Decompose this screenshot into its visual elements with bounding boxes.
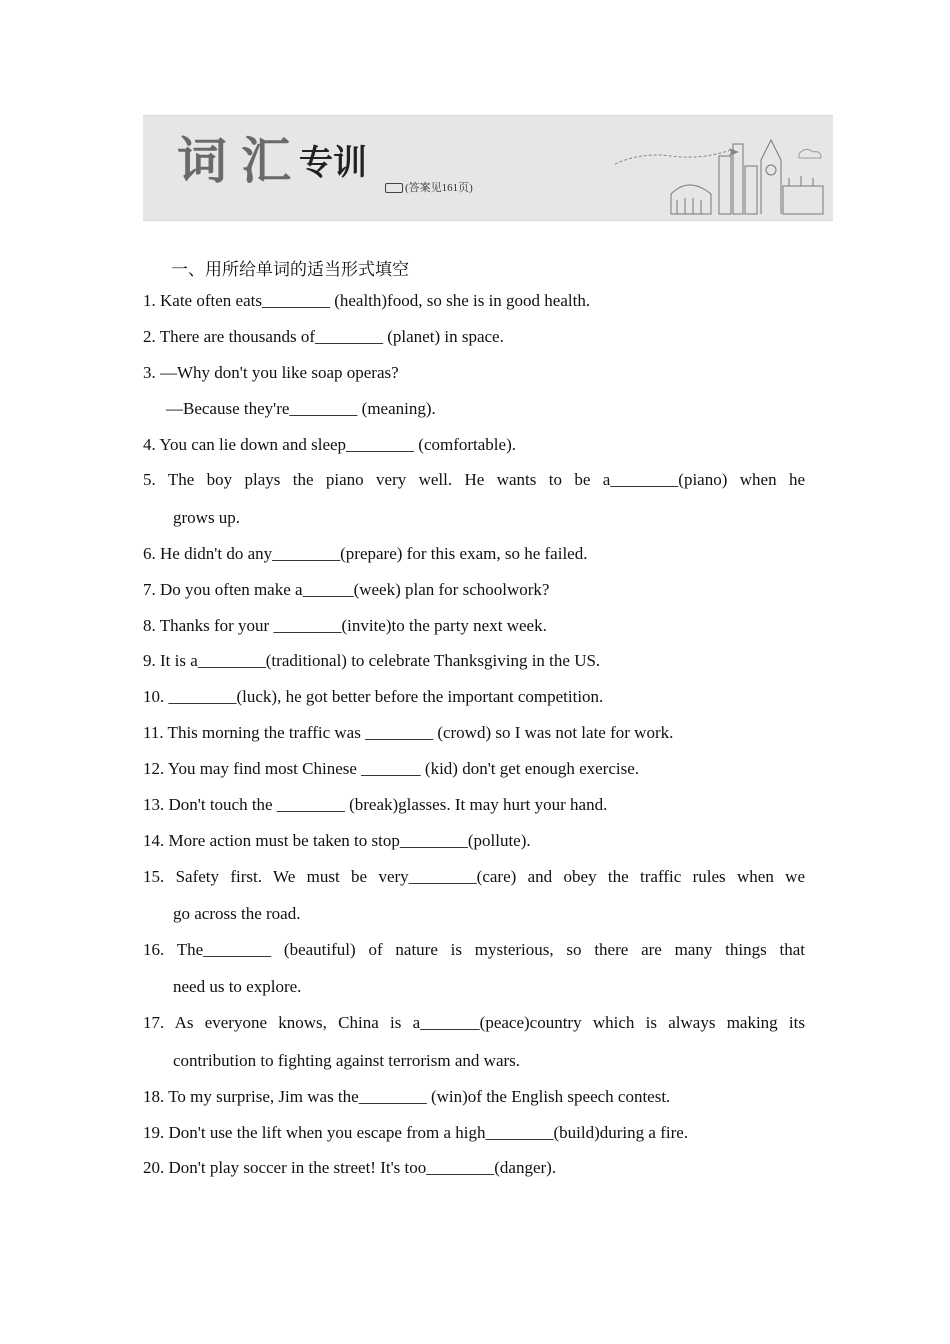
exercise-item: 5. The boy plays the piano very well. He wants to be a________(piano) when he — [143, 470, 805, 489]
exercise-item: 18. To my surprise, Jim was the________ (win)of the English speech contest. — [143, 1087, 671, 1106]
exercise-item: 13. Don't touch the ________ (break)glasses. It may hurt your hand. — [143, 795, 608, 814]
exercise-item: 2. There are thousands of________ (planet) in space. — [143, 327, 504, 346]
exercise-item: 16. The________ (beautiful) of nature is mysterious, so there are many things that — [143, 940, 805, 959]
exercise-item-continuation: —Because they're________ (meaning). — [166, 399, 436, 418]
exercise-item: 3. —Why don't you like soap operas? — [143, 363, 399, 382]
section-heading: 一、用所给单词的适当形式填空 — [171, 260, 409, 280]
banner-title — [177, 131, 367, 190]
banner-title-main: 词汇 — [177, 131, 305, 190]
city-skyline-illustration — [611, 116, 833, 220]
exercise-item-continuation: go across the road. — [173, 904, 301, 923]
answer-reference — [385, 179, 473, 195]
exercise-item-continuation: need us to explore. — [173, 977, 302, 996]
banner-subtitle: 专训 — [299, 143, 367, 183]
exercise-item-continuation: grows up. — [173, 508, 241, 527]
exercise-item: 1. Kate often eats________ (health)food, so she is in good health. — [143, 291, 591, 310]
pencil-icon — [385, 183, 403, 193]
exercise-item: 8. Thanks for your ________(invite)to the party next week. — [143, 616, 547, 635]
exercise-item: 19. Don't use the lift when you escape from a high________(build)during a fire. — [143, 1123, 689, 1142]
exercise-item: 11. This morning the traffic was ________ (crowd) so I was not late for work. — [143, 723, 674, 742]
exercise-item: 15. Safety first. We must be very________(care) and obey the traffic rules when we — [143, 867, 805, 886]
exercise-item: 7. Do you often make a______(week) plan for schoolwork? — [143, 580, 550, 599]
exercise-item: 9. It is a________(traditional) to celebrate Thanksgiving in the US. — [143, 651, 601, 670]
answer-reference-text: (答案见161页) — [405, 182, 473, 194]
exercise-item: 10. ________(luck), he got better before the important competition. — [143, 687, 604, 706]
exercise-item: 6. He didn't do any________(prepare) for this exam, so he failed. — [143, 544, 588, 563]
header-banner — [143, 115, 833, 221]
exercise-item-continuation: contribution to fighting against terrorism and wars. — [173, 1051, 521, 1070]
exercise-item: 12. You may find most Chinese _______ (kid) don't get enough exercise. — [143, 759, 640, 778]
exercise-item: 4. You can lie down and sleep________ (comfortable). — [143, 435, 516, 454]
exercise-item: 14. More action must be taken to stop________(pollute). — [143, 831, 531, 850]
exercise-item: 17. As everyone knows, China is a_______(peace)country which is always making its — [143, 1013, 805, 1032]
exercise-item: 20. Don't play soccer in the street! It's too________(danger). — [143, 1158, 557, 1177]
